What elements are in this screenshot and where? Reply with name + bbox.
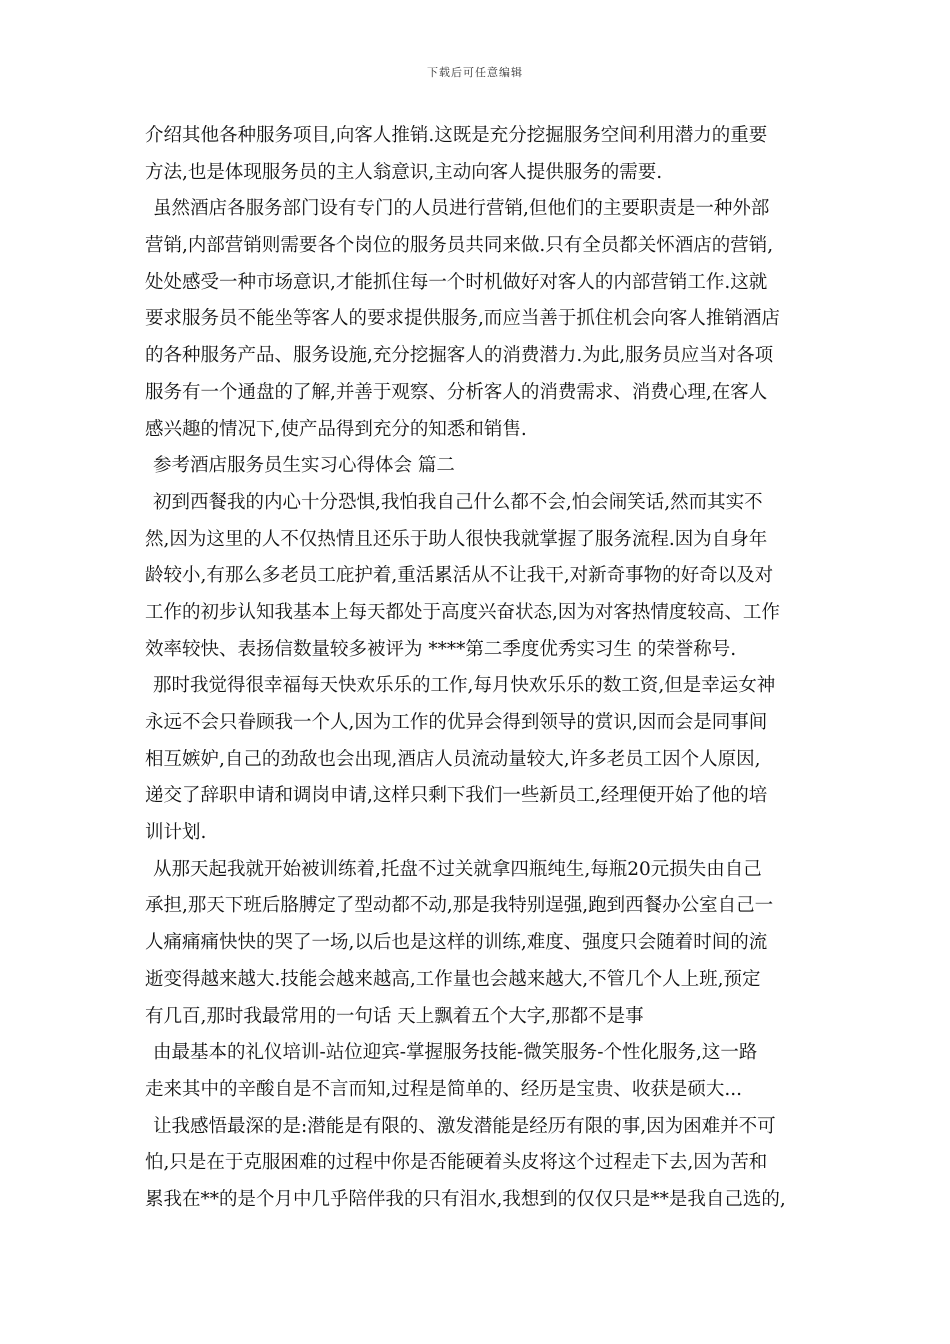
text-line: 有几百,那时我最常用的一句话 天上飘着五个大字,那都不是事 — [145, 1005, 644, 1027]
text-line: 那时我觉得很幸福每天快欢乐乐的工作,每月快欢乐乐的数工资,但是幸运女神 — [153, 675, 776, 697]
text-line: 要求服务员不能坐等客人的要求提供服务,而应当善于抓住机会向客人推销酒店 — [145, 308, 780, 330]
text-line: 效率较快、表扬信数量较多被评为 ****第二季度优秀实习生 的荣誉称号. — [145, 638, 737, 660]
text-line: 承担,那天下班后胳膊定了型动都不动,那是我特别逞强,跑到西餐办公室自己一 — [145, 895, 774, 917]
text-line: 然,因为这里的人不仅热情且还乐于助人很快我就掌握了服务流程.因为自身年 — [145, 528, 768, 550]
text-line: 虽然酒店各服务部门设有专门的人员进行营销,但他们的主要职责是一种外部 — [153, 198, 770, 220]
text-line: 相互嫉妒,自己的劲敌也会出现,酒店人员流动量较大,许多老员工因个人原因, — [145, 748, 761, 770]
text-line: 方法,也是体现服务员的主人翁意识,主动向客人提供服务的需要. — [145, 161, 663, 183]
text-line: 由最基本的礼仪培训-站位迎宾-掌握服务技能-微笑服务-个性化服务,这一路 — [153, 1042, 758, 1064]
page-header: 下载后可任意编辑 — [427, 66, 523, 79]
text-line: 服务有一个通盘的了解,并善于观察、分析客人的消费需求、消费心理,在客人 — [145, 381, 768, 403]
text-line: 工作的初步认知我基本上每天都处于高度兴奋状态,因为对客热情度较高、工作 — [145, 601, 780, 623]
text-line: 训计划. — [145, 822, 207, 844]
section-heading: 参考酒店服务员生实习心得体会 篇二 — [153, 455, 455, 477]
text-line: 的各种服务产品、服务设施,充分挖掘客人的消费潜力.为此,服务员应当对各项 — [145, 345, 774, 367]
text-line: 龄较小,有那么多老员工庇护着,重活累活从不让我干,对新奇事物的好奇以及对 — [145, 565, 774, 587]
text-line: 怕,只是在于克服困难的过程中你是否能硬着头皮将这个过程走下去,因为苦和 — [145, 1152, 768, 1174]
text-line: 初到西餐我的内心十分恐惧,我怕我自己什么都不会,怕会闹笑话,然而其实不 — [153, 491, 763, 513]
text-line: 处处感受一种市场意识,才能抓住每一个时机做好对客人的内部营销工作.这就 — [145, 271, 768, 293]
text-line: 走来其中的辛酸自是不言而知,过程是简单的、经历是宝贵、收获是硕大... — [145, 1078, 743, 1100]
text-line: 从那天起我就开始被训练着,托盘不过关就拿四瓶纯生,每瓶20元损失由自己 — [153, 858, 762, 880]
text-line: 累我在**的是个月中几乎陪伴我的只有泪水,我想到的仅仅只是**是我自己选的, — [145, 1188, 786, 1210]
text-line: 人痛痛痛快快的哭了一场,以后也是这样的训练,难度、强度只会随着时间的流 — [145, 932, 768, 954]
text-line: 永远不会只眷顾我一个人,因为工作的优异会得到领导的赏识,因而会是同事间 — [145, 712, 768, 733]
text-line: 逝变得越来越大.技能会越来越高,工作量也会越来越大,不管几个人上班,预定 — [145, 968, 761, 990]
text-line: 感兴趣的情况下,使产品得到充分的知悉和销售. — [145, 418, 527, 440]
document-body — [145, 118, 810, 1219]
text-line: 介绍其他各种服务项目,向客人推销.这既是充分挖掘服务空间利用潜力的重要 — [145, 125, 768, 146]
text-line: 让我感悟最深的是:潜能是有限的、激发潜能是经历有限的事,因为困难并不可 — [153, 1115, 776, 1137]
text-line: 递交了辞职申请和调岗申请,这样只剩下我们一些新员工,经理便开始了他的培 — [145, 785, 768, 807]
text-line: 营销,内部营销则需要各个岗位的服务员共同来做.只有全员都关怀酒店的营销, — [145, 235, 774, 257]
